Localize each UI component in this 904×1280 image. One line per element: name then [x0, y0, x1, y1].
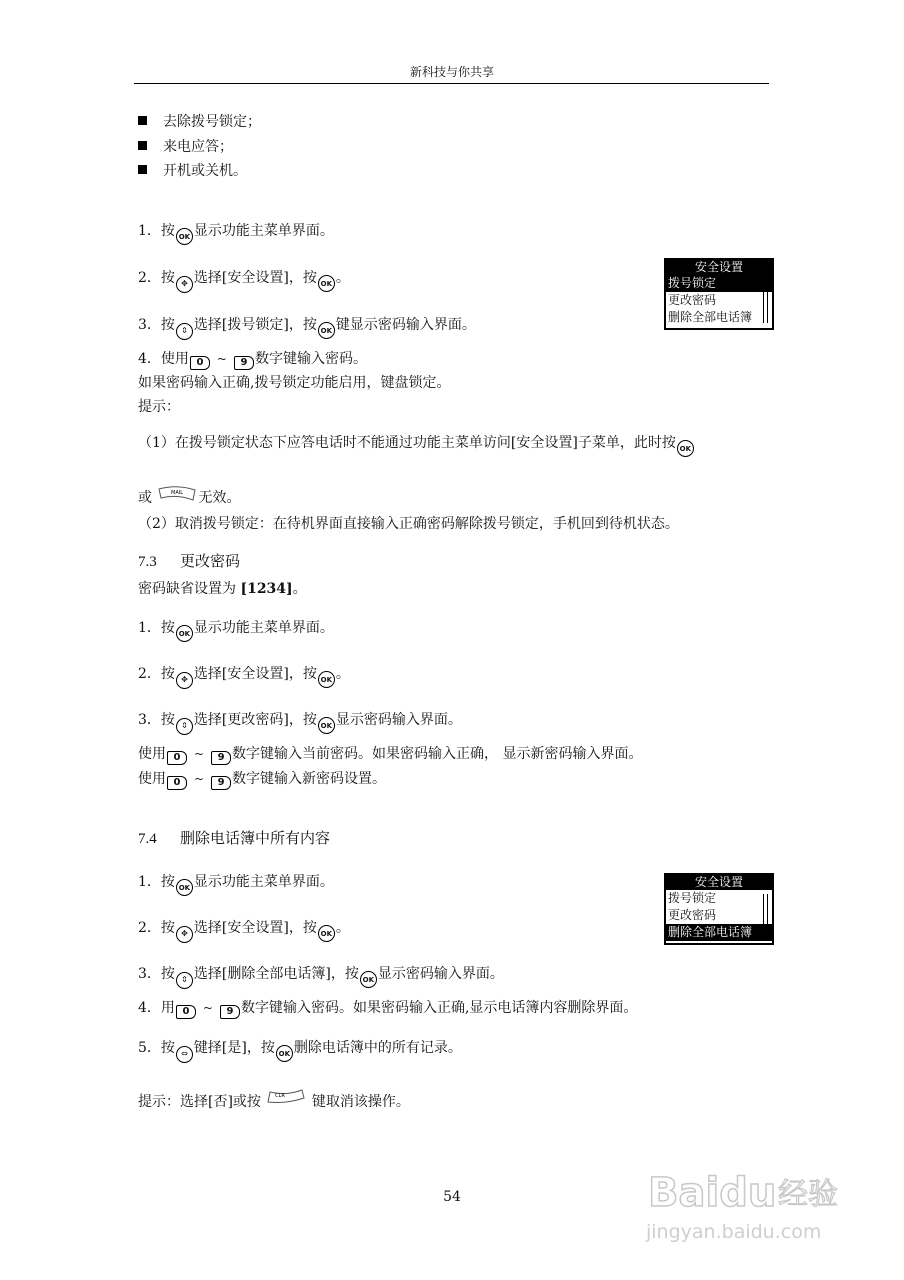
- step-text: 选择[拨号锁定]，按: [193, 317, 317, 333]
- step-1: [138, 619, 334, 642]
- range-tilde: ~: [194, 747, 205, 761]
- step-text: 键显示密码输入界面。: [335, 317, 476, 333]
- step-2: [138, 665, 350, 689]
- screen-menu-item: 更改密码: [668, 908, 717, 922]
- nine-key-icon: 9: [220, 1005, 240, 1019]
- nine-key-icon: 9: [234, 356, 254, 370]
- use-line-2: [138, 770, 386, 790]
- left-right-nav-key-icon: ⇔: [176, 1046, 193, 1063]
- step-text: 2．按: [138, 270, 175, 286]
- page-header-title: 新科技与你共享: [409, 65, 494, 79]
- header-rule: [134, 83, 769, 84]
- step-text: 选择[安全设置]，按: [193, 666, 317, 682]
- ok-key-icon: OK: [176, 228, 193, 245]
- step-text: 选择[更改密码]，按: [193, 712, 317, 728]
- section-number: 7.3: [138, 554, 157, 570]
- screen-menu-item: 拨号锁定: [666, 275, 772, 292]
- step-1: [138, 222, 334, 245]
- tip-text: 键取消该操作。: [311, 1094, 410, 1110]
- phone-screen-security-settings: [664, 258, 774, 330]
- ok-key-icon: OK: [360, 971, 377, 988]
- step-text: 键择[是]，按: [193, 1040, 275, 1056]
- watermark-url: jingyan.baidu.com: [646, 1221, 822, 1243]
- note-text: 或: [138, 490, 152, 506]
- section-heading-7-3: [138, 552, 240, 571]
- use-line-1: [138, 745, 643, 765]
- step-text: 1．按: [138, 874, 175, 890]
- step-text: 显示功能主菜单界面。: [193, 874, 334, 890]
- up-down-nav-key-icon: ⇕: [176, 972, 193, 989]
- step-text: 4．用: [138, 1000, 175, 1016]
- default-text: 密码缺省设置为: [138, 581, 236, 597]
- screen-title: 安全设置: [666, 260, 772, 275]
- step-4: [138, 999, 637, 1019]
- baidu-jingyan-watermark: [640, 1148, 850, 1248]
- square-bullet-icon: [138, 141, 147, 150]
- tip-label: 提示：: [138, 399, 180, 415]
- step-4: [138, 350, 367, 370]
- step-text: 5．按: [138, 1040, 175, 1056]
- four-way-nav-key-icon: ✥: [176, 672, 193, 689]
- step-text: 使用: [138, 746, 166, 762]
- screen-menu-item: 删除全部电话簿: [668, 310, 753, 324]
- bullet-text: 去除拨号锁定；: [163, 114, 261, 130]
- step-1: [138, 873, 334, 896]
- ok-key-icon: OK: [176, 879, 193, 896]
- range-tilde: ~: [194, 772, 205, 786]
- range-tilde: ~: [216, 352, 227, 366]
- square-bullet-icon: [138, 116, 147, 125]
- step-text: 数字键输入新密码设置。: [232, 771, 387, 787]
- ok-key-icon: OK: [677, 440, 694, 457]
- ok-key-icon: OK: [276, 1045, 293, 1062]
- step-5: [138, 1039, 462, 1063]
- step-text: 1．按: [138, 223, 175, 239]
- bullet-item: [138, 162, 247, 180]
- up-down-nav-key-icon: ⇕: [176, 323, 193, 340]
- step-text: 显示密码输入界面。: [335, 712, 462, 728]
- watermark-cn: 经验: [778, 1177, 838, 1212]
- watermark-brand: Baidu: [648, 1170, 777, 1216]
- zero-key-icon: 0: [167, 776, 187, 790]
- bullet-text: 来电应答；: [163, 139, 233, 155]
- note-1: [138, 434, 695, 457]
- step-3: [138, 711, 462, 735]
- ok-key-icon: OK: [176, 625, 193, 642]
- note-text: （1）在拨号锁定状态下应答电话时不能通过功能主菜单访问[安全设置]子菜单，此时按: [138, 435, 676, 451]
- square-bullet-icon: [138, 165, 147, 174]
- step-text: 3．按: [138, 966, 175, 982]
- note-1-cont: [138, 484, 240, 507]
- ok-key-icon: OK: [318, 322, 335, 339]
- note-text: 无效。: [198, 490, 241, 506]
- step-text: 选择[安全设置]，按: [193, 270, 317, 286]
- step-text: 显示密码输入界面。: [377, 966, 504, 982]
- mail-key-label: MAIL: [171, 490, 184, 496]
- step-text: 显示功能主菜单界面。: [193, 620, 334, 636]
- step-text: 。: [335, 920, 350, 936]
- nine-key-icon: 9: [211, 751, 231, 765]
- screen-menu-item: 拨号锁定: [668, 891, 717, 905]
- phone-screen-security-settings: [664, 873, 774, 945]
- step-text: 数字键输入密码。: [254, 351, 367, 367]
- bullet-text: 开机或关机。: [163, 163, 247, 179]
- up-down-nav-key-icon: ⇕: [176, 718, 193, 735]
- step-text: 4．使用: [138, 351, 189, 367]
- zero-key-icon: 0: [176, 1005, 196, 1019]
- step-text: 1．按: [138, 620, 175, 636]
- screen-menu-item: 删除全部电话簿: [666, 924, 772, 941]
- step-text: 3．按: [138, 712, 175, 728]
- step-text: 选择[删除全部电话簿]，按: [193, 966, 359, 982]
- step-text: 3．按: [138, 317, 175, 333]
- step-text: 2．按: [138, 920, 175, 936]
- step-2: [138, 269, 350, 293]
- screen-scrollbar: [763, 279, 768, 323]
- screen-title: 安全设置: [666, 875, 772, 890]
- tip-line: [138, 1088, 410, 1111]
- four-way-nav-key-icon: ✥: [176, 276, 193, 293]
- default-password-value: [1234]: [240, 581, 293, 597]
- section-heading-7-4: [138, 829, 330, 848]
- note-2: （2）取消拨号锁定：在待机界面直接输入正确密码解除拨号锁定，手机回到待机状态。: [138, 516, 679, 532]
- step-text: 。: [335, 270, 350, 286]
- step-text: 使用: [138, 771, 166, 787]
- bullet-item: [138, 138, 233, 156]
- step-text: 。: [335, 666, 350, 682]
- screen-scrollbar: [763, 894, 768, 938]
- ok-key-icon: OK: [318, 925, 335, 942]
- clr-soft-key-icon: [266, 1088, 306, 1108]
- default-password-line: [138, 580, 307, 598]
- step-3: [138, 316, 476, 340]
- section-title: 更改密码: [180, 552, 241, 570]
- four-way-nav-key-icon: ✥: [176, 926, 193, 943]
- section-title: 删除电话簿中所有内容: [180, 829, 331, 847]
- screen-menu-item: 更改密码: [668, 293, 717, 307]
- section-number: 7.4: [138, 831, 157, 847]
- step-text: 删除电话簿中的所有记录。: [293, 1040, 462, 1056]
- step-text: 2．按: [138, 666, 175, 682]
- default-text: 。: [292, 581, 307, 597]
- result-text: 如果密码输入正确,拨号锁定功能启用，键盘锁定。: [138, 375, 451, 391]
- step-3: [138, 965, 504, 989]
- page-number: 54: [443, 1189, 461, 1205]
- range-tilde: ~: [202, 1001, 213, 1015]
- step-text: 选择[安全设置]，按: [193, 920, 317, 936]
- zero-key-icon: 0: [167, 751, 187, 765]
- ok-key-icon: OK: [318, 671, 335, 688]
- ok-key-icon: OK: [318, 275, 335, 292]
- bullet-item: [138, 113, 261, 131]
- step-2: [138, 919, 350, 943]
- mail-soft-key-icon: [157, 484, 197, 504]
- zero-key-icon: 0: [190, 356, 210, 370]
- step-text: 显示功能主菜单界面。: [193, 223, 334, 239]
- step-text: 数字键输入当前密码。如果密码输入正确， 显示新密码输入界面。: [232, 746, 643, 762]
- ok-key-icon: OK: [318, 717, 335, 734]
- step-text: 数字键输入密码。如果密码输入正确,显示电话簿内容删除界面。: [240, 1000, 638, 1016]
- nine-key-icon: 9: [211, 776, 231, 790]
- clr-key-label: CLR: [275, 1093, 286, 1099]
- tip-text: 提示：选择[否]或按: [138, 1094, 261, 1110]
